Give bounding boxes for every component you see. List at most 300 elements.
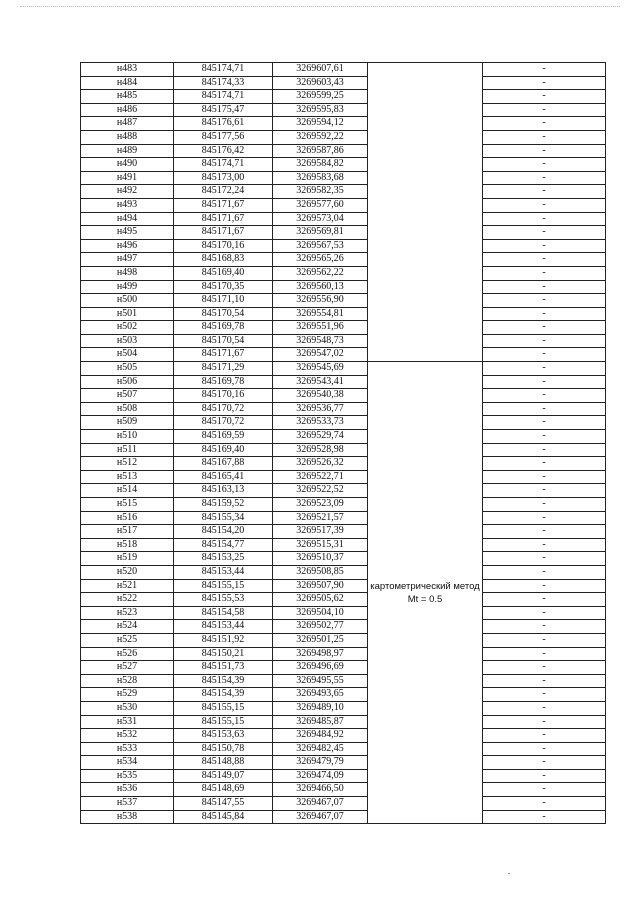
x-coordinate-cell: 845148,88 — [174, 756, 273, 770]
x-coordinate-cell: 845154,39 — [174, 674, 273, 688]
note-cell: - — [483, 375, 606, 389]
y-coordinate-cell: 3269562,22 — [273, 266, 368, 280]
method-cell — [368, 579, 483, 606]
table-row — [81, 756, 606, 770]
note-cell: - — [483, 742, 606, 756]
table-row — [81, 321, 606, 335]
note-cell: - — [483, 280, 606, 294]
method-cell — [368, 620, 483, 634]
table-row — [81, 661, 606, 675]
x-coordinate-cell: 845163,13 — [174, 484, 273, 498]
note-cell: - — [483, 90, 606, 104]
x-coordinate-cell: 845171,67 — [174, 198, 273, 212]
y-coordinate-cell: 3269599,25 — [273, 90, 368, 104]
method-cell — [368, 729, 483, 743]
point-id-cell: н502 — [81, 321, 174, 335]
table-row — [81, 565, 606, 579]
method-cell — [368, 239, 483, 253]
note-cell: - — [483, 430, 606, 444]
y-coordinate-cell: 3269521,57 — [273, 511, 368, 525]
method-cell — [368, 348, 483, 362]
point-id-cell: н524 — [81, 620, 174, 634]
coordinates-table-body — [81, 63, 606, 824]
table-row — [81, 701, 606, 715]
point-id-cell: н501 — [81, 307, 174, 321]
note-cell: - — [483, 797, 606, 811]
y-coordinate-cell: 3269587,86 — [273, 144, 368, 158]
x-coordinate-cell: 845170,72 — [174, 402, 273, 416]
x-coordinate-cell: 845154,77 — [174, 538, 273, 552]
method-cell — [368, 701, 483, 715]
point-id-cell: н523 — [81, 606, 174, 620]
point-id-cell: н513 — [81, 470, 174, 484]
y-coordinate-cell: 3269529,74 — [273, 430, 368, 444]
point-id-cell: н534 — [81, 756, 174, 770]
table-row — [81, 443, 606, 457]
note-cell: - — [483, 239, 606, 253]
y-coordinate-cell: 3269484,92 — [273, 729, 368, 743]
y-coordinate-cell: 3269607,61 — [273, 63, 368, 77]
x-coordinate-cell: 845165,41 — [174, 470, 273, 484]
note-cell: - — [483, 307, 606, 321]
method-cell — [368, 688, 483, 702]
note-cell: - — [483, 674, 606, 688]
note-cell: - — [483, 130, 606, 144]
x-coordinate-cell: 845171,67 — [174, 212, 273, 226]
y-coordinate-cell: 3269522,71 — [273, 470, 368, 484]
note-cell: - — [483, 701, 606, 715]
x-coordinate-cell: 845169,40 — [174, 443, 273, 457]
y-coordinate-cell: 3269501,25 — [273, 633, 368, 647]
method-cell — [368, 742, 483, 756]
note-cell: - — [483, 63, 606, 77]
y-coordinate-cell: 3269505,62 — [273, 593, 368, 607]
method-cell — [368, 334, 483, 348]
method-cell — [368, 103, 483, 117]
table-row — [81, 76, 606, 90]
x-coordinate-cell: 845151,92 — [174, 633, 273, 647]
x-coordinate-cell: 845169,78 — [174, 375, 273, 389]
method-cell — [368, 375, 483, 389]
y-coordinate-cell: 3269467,07 — [273, 797, 368, 811]
note-cell: - — [483, 470, 606, 484]
y-coordinate-cell: 3269556,90 — [273, 294, 368, 308]
table-row — [81, 198, 606, 212]
table-row — [81, 226, 606, 240]
x-coordinate-cell: 845170,54 — [174, 307, 273, 321]
point-id-cell: н495 — [81, 226, 174, 240]
point-id-cell: н533 — [81, 742, 174, 756]
y-coordinate-cell: 3269595,83 — [273, 103, 368, 117]
method-cell — [368, 661, 483, 675]
y-coordinate-cell: 3269523,09 — [273, 498, 368, 512]
method-description: картометрический метод Mt = 0.5 — [370, 580, 480, 605]
point-id-cell: н500 — [81, 294, 174, 308]
point-id-cell: н490 — [81, 158, 174, 172]
table-row — [81, 688, 606, 702]
note-cell: - — [483, 783, 606, 797]
method-cell — [368, 443, 483, 457]
point-id-cell: н522 — [81, 593, 174, 607]
x-coordinate-cell: 845174,71 — [174, 63, 273, 77]
method-cell — [368, 797, 483, 811]
method-cell — [368, 511, 483, 525]
method-cell — [368, 606, 483, 620]
y-coordinate-cell: 3269528,98 — [273, 443, 368, 457]
point-id-cell: н489 — [81, 144, 174, 158]
point-id-cell: н528 — [81, 674, 174, 688]
x-coordinate-cell: 845169,40 — [174, 266, 273, 280]
y-coordinate-cell: 3269565,26 — [273, 253, 368, 267]
point-id-cell: н525 — [81, 633, 174, 647]
y-coordinate-cell: 3269502,77 — [273, 620, 368, 634]
point-id-cell: н507 — [81, 389, 174, 403]
y-coordinate-cell: 3269582,35 — [273, 185, 368, 199]
table-row — [81, 130, 606, 144]
table-row — [81, 633, 606, 647]
method-cell — [368, 389, 483, 403]
point-id-cell: н527 — [81, 661, 174, 675]
method-cell — [368, 484, 483, 498]
table-row — [81, 647, 606, 661]
note-cell: - — [483, 294, 606, 308]
table-row — [81, 552, 606, 566]
note-cell: - — [483, 688, 606, 702]
y-coordinate-cell: 3269554,81 — [273, 307, 368, 321]
x-coordinate-cell: 845155,15 — [174, 715, 273, 729]
point-id-cell: н491 — [81, 171, 174, 185]
method-cell — [368, 362, 483, 376]
point-id-cell: н518 — [81, 538, 174, 552]
x-coordinate-cell: 845174,71 — [174, 158, 273, 172]
point-id-cell: н532 — [81, 729, 174, 743]
note-cell: - — [483, 647, 606, 661]
note-cell: - — [483, 158, 606, 172]
y-coordinate-cell: 3269533,73 — [273, 416, 368, 430]
point-id-cell: н530 — [81, 701, 174, 715]
point-id-cell: н536 — [81, 783, 174, 797]
table-row — [81, 674, 606, 688]
note-cell: - — [483, 565, 606, 579]
method-cell — [368, 294, 483, 308]
note-cell: - — [483, 117, 606, 131]
x-coordinate-cell: 845153,44 — [174, 565, 273, 579]
x-coordinate-cell: 845168,83 — [174, 253, 273, 267]
page-top-marks — [20, 6, 620, 9]
method-cell — [368, 783, 483, 797]
y-coordinate-cell: 3269522,52 — [273, 484, 368, 498]
table-row — [81, 307, 606, 321]
method-cell — [368, 280, 483, 294]
point-id-cell: н526 — [81, 647, 174, 661]
point-id-cell: н537 — [81, 797, 174, 811]
y-coordinate-cell: 3269510,37 — [273, 552, 368, 566]
point-id-cell: н511 — [81, 443, 174, 457]
table-row — [81, 266, 606, 280]
method-cell — [368, 226, 483, 240]
x-coordinate-cell: 845155,15 — [174, 579, 273, 593]
x-coordinate-cell: 845149,07 — [174, 769, 273, 783]
y-coordinate-cell: 3269573,04 — [273, 212, 368, 226]
x-coordinate-cell: 845169,78 — [174, 321, 273, 335]
note-cell: - — [483, 212, 606, 226]
note-cell: - — [483, 715, 606, 729]
y-coordinate-cell: 3269540,38 — [273, 389, 368, 403]
y-coordinate-cell: 3269592,22 — [273, 130, 368, 144]
table-row — [81, 498, 606, 512]
y-coordinate-cell: 3269551,96 — [273, 321, 368, 335]
note-cell: - — [483, 579, 606, 593]
point-id-cell: н493 — [81, 198, 174, 212]
y-coordinate-cell: 3269515,31 — [273, 538, 368, 552]
method-cell — [368, 185, 483, 199]
method-cell — [368, 810, 483, 824]
note-cell: - — [483, 266, 606, 280]
note-cell: - — [483, 416, 606, 430]
table-row — [81, 511, 606, 525]
point-id-cell: н496 — [81, 239, 174, 253]
table-row — [81, 402, 606, 416]
table-row — [81, 334, 606, 348]
table-row — [81, 430, 606, 444]
method-cell — [368, 117, 483, 131]
table-row — [81, 579, 606, 593]
y-coordinate-cell: 3269545,69 — [273, 362, 368, 376]
method-cell — [368, 253, 483, 267]
table-row — [81, 158, 606, 172]
y-coordinate-cell: 3269526,32 — [273, 457, 368, 471]
x-coordinate-cell: 845147,55 — [174, 797, 273, 811]
note-cell: - — [483, 144, 606, 158]
table-row — [81, 90, 606, 104]
note-cell: - — [483, 198, 606, 212]
y-coordinate-cell: 3269495,55 — [273, 674, 368, 688]
method-cell — [368, 674, 483, 688]
point-id-cell: н510 — [81, 430, 174, 444]
y-coordinate-cell: 3269547,02 — [273, 348, 368, 362]
x-coordinate-cell: 845173,00 — [174, 171, 273, 185]
table-row — [81, 239, 606, 253]
point-id-cell: н484 — [81, 76, 174, 90]
note-cell: - — [483, 633, 606, 647]
method-cell — [368, 158, 483, 172]
table-row — [81, 783, 606, 797]
table-row — [81, 729, 606, 743]
point-id-cell: н497 — [81, 253, 174, 267]
y-coordinate-cell: 3269536,77 — [273, 402, 368, 416]
x-coordinate-cell: 845175,47 — [174, 103, 273, 117]
note-cell: - — [483, 362, 606, 376]
x-coordinate-cell: 845169,59 — [174, 430, 273, 444]
table-row — [81, 457, 606, 471]
note-cell: - — [483, 511, 606, 525]
note-cell: - — [483, 457, 606, 471]
x-coordinate-cell: 845171,67 — [174, 348, 273, 362]
y-coordinate-cell: 3269548,73 — [273, 334, 368, 348]
y-coordinate-cell: 3269493,65 — [273, 688, 368, 702]
y-coordinate-cell: 3269584,82 — [273, 158, 368, 172]
coordinates-table — [80, 62, 606, 824]
x-coordinate-cell: 845174,71 — [174, 90, 273, 104]
point-id-cell: н512 — [81, 457, 174, 471]
method-cell — [368, 633, 483, 647]
y-coordinate-cell: 3269485,87 — [273, 715, 368, 729]
y-coordinate-cell: 3269560,13 — [273, 280, 368, 294]
x-coordinate-cell: 845145,84 — [174, 810, 273, 824]
note-cell: - — [483, 389, 606, 403]
table-row — [81, 525, 606, 539]
point-id-cell: н514 — [81, 484, 174, 498]
method-cell — [368, 307, 483, 321]
table-row — [81, 769, 606, 783]
point-id-cell: н492 — [81, 185, 174, 199]
x-coordinate-cell: 845172,24 — [174, 185, 273, 199]
note-cell: - — [483, 334, 606, 348]
method-cell — [368, 538, 483, 552]
point-id-cell: н485 — [81, 90, 174, 104]
x-coordinate-cell: 845150,78 — [174, 742, 273, 756]
point-id-cell: н487 — [81, 117, 174, 131]
note-cell: - — [483, 593, 606, 607]
x-coordinate-cell: 845170,54 — [174, 334, 273, 348]
table-row — [81, 538, 606, 552]
note-cell: - — [483, 103, 606, 117]
x-coordinate-cell: 845170,16 — [174, 239, 273, 253]
table-row — [81, 606, 606, 620]
x-coordinate-cell: 845154,20 — [174, 525, 273, 539]
table-row — [81, 117, 606, 131]
x-coordinate-cell: 845148,69 — [174, 783, 273, 797]
point-id-cell: н494 — [81, 212, 174, 226]
point-id-cell: н505 — [81, 362, 174, 376]
y-coordinate-cell: 3269489,10 — [273, 701, 368, 715]
point-id-cell: н538 — [81, 810, 174, 824]
y-coordinate-cell: 3269508,85 — [273, 565, 368, 579]
table-row — [81, 742, 606, 756]
y-coordinate-cell: 3269482,45 — [273, 742, 368, 756]
table-row — [81, 375, 606, 389]
x-coordinate-cell: 845154,39 — [174, 688, 273, 702]
table-row — [81, 280, 606, 294]
table-row — [81, 103, 606, 117]
point-id-cell: н517 — [81, 525, 174, 539]
method-cell — [368, 144, 483, 158]
method-cell — [368, 715, 483, 729]
method-cell — [368, 565, 483, 579]
x-coordinate-cell: 845153,44 — [174, 620, 273, 634]
x-coordinate-cell: 845177,56 — [174, 130, 273, 144]
method-cell — [368, 212, 483, 226]
note-cell: - — [483, 729, 606, 743]
x-coordinate-cell: 845174,33 — [174, 76, 273, 90]
method-cell — [368, 457, 483, 471]
table-row — [81, 253, 606, 267]
x-coordinate-cell: 845153,25 — [174, 552, 273, 566]
y-coordinate-cell: 3269543,41 — [273, 375, 368, 389]
x-coordinate-cell: 845171,29 — [174, 362, 273, 376]
method-cell — [368, 756, 483, 770]
table-row — [81, 484, 606, 498]
note-cell: - — [483, 443, 606, 457]
point-id-cell: н521 — [81, 579, 174, 593]
method-cell — [368, 321, 483, 335]
table-row — [81, 294, 606, 308]
note-cell: - — [483, 76, 606, 90]
y-coordinate-cell: 3269498,97 — [273, 647, 368, 661]
x-coordinate-cell: 845170,72 — [174, 416, 273, 430]
note-cell: - — [483, 348, 606, 362]
x-coordinate-cell: 845171,10 — [174, 294, 273, 308]
x-coordinate-cell: 845176,42 — [174, 144, 273, 158]
note-cell: - — [483, 756, 606, 770]
point-id-cell: н499 — [81, 280, 174, 294]
x-coordinate-cell: 845155,53 — [174, 593, 273, 607]
y-coordinate-cell: 3269467,07 — [273, 810, 368, 824]
table-row — [81, 212, 606, 226]
method-cell — [368, 470, 483, 484]
method-cell — [368, 90, 483, 104]
table-row — [81, 715, 606, 729]
x-coordinate-cell: 845170,35 — [174, 280, 273, 294]
x-coordinate-cell: 845176,61 — [174, 117, 273, 131]
method-cell — [368, 416, 483, 430]
point-id-cell: н488 — [81, 130, 174, 144]
note-cell: - — [483, 620, 606, 634]
y-coordinate-cell: 3269517,39 — [273, 525, 368, 539]
point-id-cell: н508 — [81, 402, 174, 416]
point-id-cell: н531 — [81, 715, 174, 729]
method-cell — [368, 198, 483, 212]
note-cell: - — [483, 661, 606, 675]
point-id-cell: н516 — [81, 511, 174, 525]
note-cell: - — [483, 402, 606, 416]
x-coordinate-cell: 845155,15 — [174, 701, 273, 715]
x-coordinate-cell: 845170,16 — [174, 389, 273, 403]
table-row — [81, 185, 606, 199]
table-row — [81, 416, 606, 430]
x-coordinate-cell: 845155,34 — [174, 511, 273, 525]
x-coordinate-cell: 845153,63 — [174, 729, 273, 743]
x-coordinate-cell: 845159,52 — [174, 498, 273, 512]
point-id-cell: н535 — [81, 769, 174, 783]
table-row — [81, 144, 606, 158]
note-cell: - — [483, 226, 606, 240]
method-cell — [368, 402, 483, 416]
table-row — [81, 797, 606, 811]
y-coordinate-cell: 3269496,69 — [273, 661, 368, 675]
table-row — [81, 470, 606, 484]
x-coordinate-cell: 845151,73 — [174, 661, 273, 675]
point-id-cell: н498 — [81, 266, 174, 280]
note-cell: - — [483, 498, 606, 512]
y-coordinate-cell: 3269603,43 — [273, 76, 368, 90]
table-row — [81, 63, 606, 77]
y-coordinate-cell: 3269569,81 — [273, 226, 368, 240]
method-cell — [368, 769, 483, 783]
method-cell — [368, 430, 483, 444]
x-coordinate-cell: 845150,21 — [174, 647, 273, 661]
note-cell: - — [483, 769, 606, 783]
x-coordinate-cell: 845167,88 — [174, 457, 273, 471]
note-cell: - — [483, 171, 606, 185]
method-cell — [368, 171, 483, 185]
table-row — [81, 593, 606, 607]
method-cell — [368, 498, 483, 512]
note-cell: - — [483, 606, 606, 620]
point-id-cell: н509 — [81, 416, 174, 430]
point-id-cell: н504 — [81, 348, 174, 362]
point-id-cell: н529 — [81, 688, 174, 702]
